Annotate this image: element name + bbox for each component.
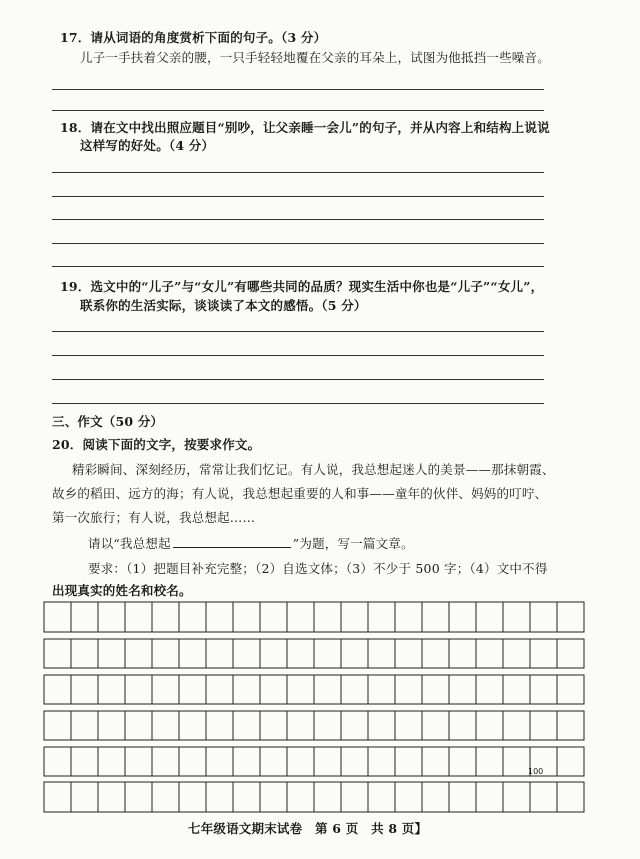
section-heading: 三、作文（50 分） bbox=[52, 414, 164, 429]
prompt-paragraph-line3: 第一次旅行；有人说，我总想起…… bbox=[52, 510, 256, 525]
prompt-paragraph-line1: 精彩瞬间、深刻经历，常常让我们忆记。有人说，我总想起迷人的美景——那抹朝霞、 bbox=[72, 462, 555, 477]
page-footer: 七年级语文期末试卷 第 6 页 共 8 页】 bbox=[188, 821, 428, 836]
requirements-line1: 要求：（1）把题目补充完整；（2）自选文体；（3）不少于 500 字；（4）文中不得 bbox=[88, 561, 548, 576]
q20-prompt: 20．阅读下面的文字，按要求作文。 bbox=[52, 437, 261, 452]
title-instruction-before: 请以“我总想起 bbox=[88, 536, 171, 551]
q19-prompt-line1: 19．选文中的“儿子”与“女儿”有哪些共同的品质？现实生活中你也是“儿子”“女儿”， bbox=[60, 279, 544, 294]
q19-prompt-line2: 联系你的生活实际，谈谈读了本文的感悟。（5 分） bbox=[80, 298, 367, 313]
requirements-line2: 出现真实的姓名和校名。 bbox=[52, 583, 192, 598]
q18-prompt-line2: 这样写的好处。（4 分） bbox=[80, 138, 215, 153]
title-instruction-after: ”为题，写一篇文章。 bbox=[292, 536, 414, 551]
word-count-marker: 100 bbox=[528, 767, 544, 776]
prompt-paragraph-line2: 故乡的稻田、远方的海；有人说，我总想起重要的人和事——童年的伙伴、妈妈的叮咛、 bbox=[52, 486, 548, 501]
q17-prompt: 17．请从词语的角度赏析下面的句子。（3 分） bbox=[60, 30, 327, 45]
q17-sentence: 儿子一手扶着父亲的腰，一只手轻轻地覆在父亲的耳朵上，试图为他抵挡一些噪音。 bbox=[80, 50, 550, 65]
q18-prompt-line1: 18．请在文中找出照应题目“别吵，让父亲睡一会儿”的句子，并从内容上和结构上说说 bbox=[60, 120, 550, 135]
